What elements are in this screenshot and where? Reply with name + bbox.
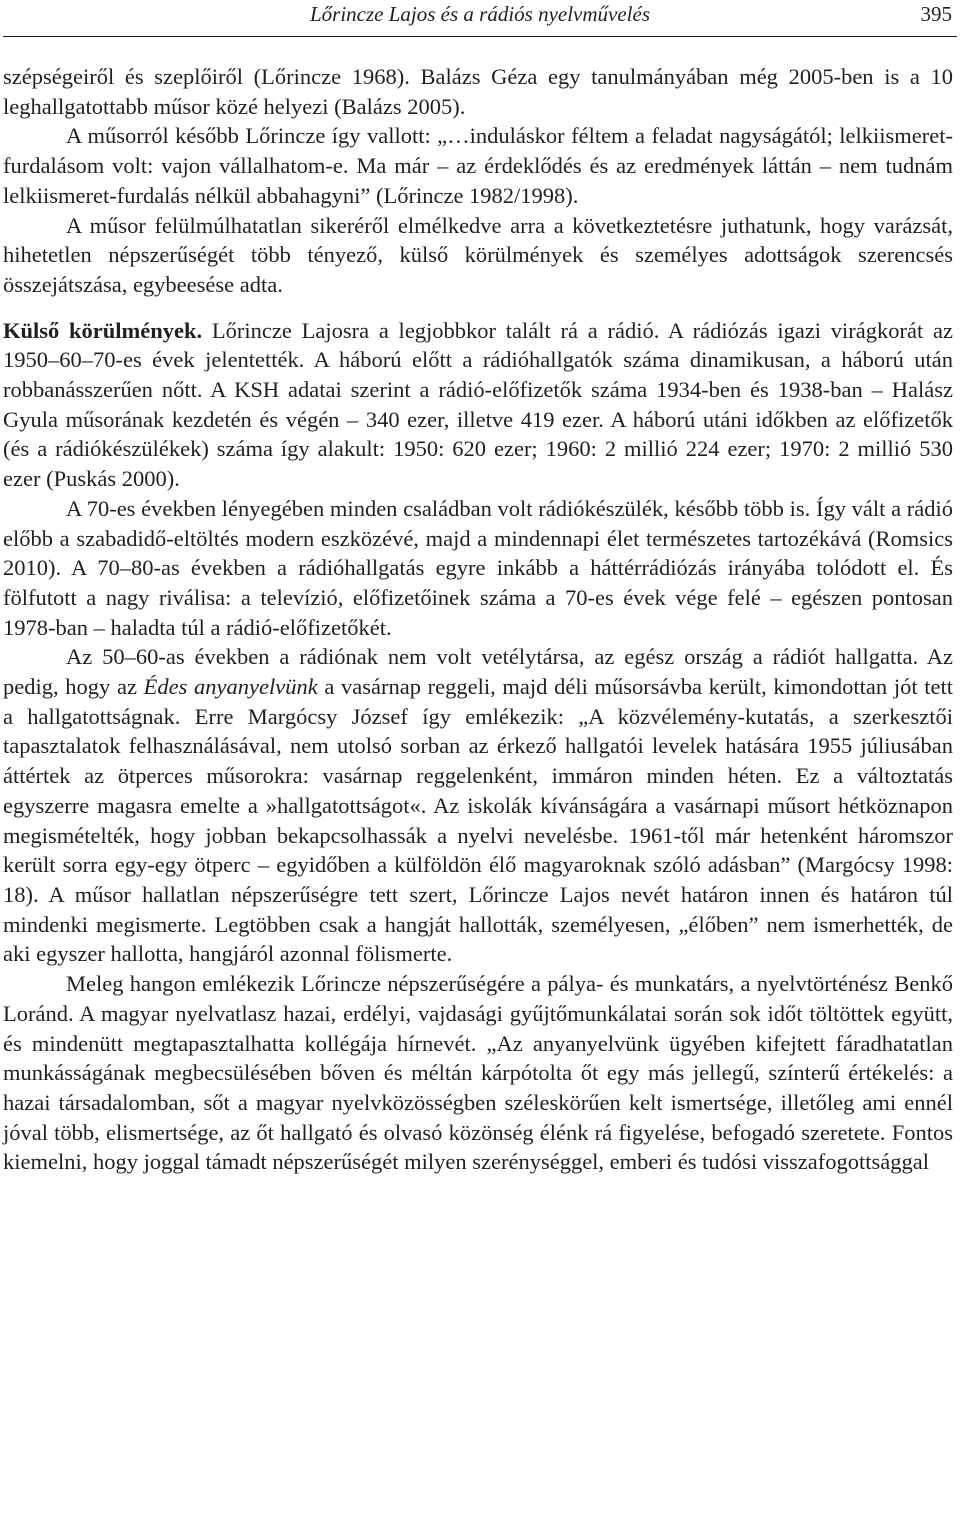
paragraph-6-text-after: a vasárnap reggeli, majd déli műsorsávba került, kimondottan jót tett a hallgatottságnak. Erre Margócsy József így emlékezik: „A közvélemény-kutatás, a szerkesztői tapasztalatok felhasználásával, nem utolsó sorban az érkező hallgatói levelek hatására 1955 júliusában áttértek az ötperces műsorokra: vasárnap reggelenként, immáron minden héten. Ez a változtatás egyszerre magasra emelte a »hallgatottságot«. Az iskolák kívánságára a vasárnapi műsort hétköznapon megismételték, hogy jobban bekapcsolhassák a nyelvi nevelésbe. 1961-től már hetenként háromszor került sorra egy-egy ötperc – egyidőben a külföldön élő magyaroknak szóló adásban” (Margócsy 1998: 18). A műsor hallatlan népszerűségre tett szert, Lőrincze Lajos nevét határon innen és határon túl mindenki megismerte. Legtöbben csak a hangját hallották, személyesen, „élőben” nem ismerhették, de aki egyszer hallotta, hangjáról azonnal fölismerte. xyxy=(3,674,953,967)
paragraph-2: A műsorról később Lőrincze így vallott: „…induláskor féltem a feladat nagyságától; lelkiismeret-furdalásom volt: vajon vállalhatom-e. Ma már – az érdeklődés és az eredmények láttán – nem tudnám lelkiismeret-furdalás nélkül abbahagyni” (Lőrincze 1982/1998). xyxy=(3,123,953,208)
paragraph-5: A 70-es években lényegében minden családban volt rádiókészülék, később több is. Így vált a rádió előbb a szabadidő-eltöltés modern eszközévé, majd a mindennapi élet természetes tartozékává (Romsics 2010). A 70–80-as években a rádióhallgatás egyre inkább a háttérrádiózás irányába tolódott el. És fölfutott a nagy riválisa: a televízió, előfizetőinek száma a 70-es évek vége felé – egészen pontosan 1978-ban – haladta túl a rádió-előfizetőkét. xyxy=(3,495,953,640)
paragraph-4-text: Lőrincze Lajosra a legjobbkor talált rá a rádió. A rádiózás igazi virágkorát az 1950–60–70-es évek jelentették. A háború előtt a rádióhallgatók száma dinamikusan, a háború után robbanásszerűen nőtt. A KSH adatai szerint a rádió-előfizetők száma 1934-ben és 1938-ban – Halász Gyula műsorának kezdetén és végén – 340 ezer, illetve 419 ezer. A háború utáni időkben az előfizetők (és a rádiókészülékek) száma így alakult: 1950: 620 ezer; 1960: 2 millió 224 ezer; 1970: 2 millió 530 ezer (Puskás 2000). xyxy=(3,317,953,492)
section-lead-kulso-korulmenyek: Külső körülmények. xyxy=(3,317,203,343)
paragraph-6-text-before: Az 50–60-as években a rádiónak nem volt vetélytársa, az egész ország a rádiót hallgatta. Az pedig, hogy az xyxy=(3,644,953,700)
paragraph-3: A műsor felülmúlhatatlan sikeréről elmélkedve arra a következtetésre juthatunk, hogy varázsát, hihetetlen népszerűségét több tényező, külső körülmények és személyes adottságok szerencsés összejátszása, egybeesése adta. xyxy=(3,212,953,297)
paragraph-6 xyxy=(3,642,953,969)
page-number: 395 xyxy=(920,2,952,26)
program-title-italic: Édes anyanyelvünk xyxy=(143,674,318,700)
header-rule xyxy=(3,36,957,37)
paragraph-1: szépségeiről és szeplőiről (Lőrincze 1968). Balázs Géza egy tanulmányában még 2005-ben is a 10 leghallgatottabb műsor közé helyezi (Balázs 2005). xyxy=(3,64,953,119)
paragraph-4 xyxy=(3,316,953,494)
running-head-title: Lőrincze Lajos és a rádiós nyelvművelés xyxy=(309,2,651,26)
body-text xyxy=(3,62,953,1177)
running-head xyxy=(0,0,960,34)
paragraph-7: Meleg hangon emlékezik Lőrincze népszerűségére a pálya- és munkatárs, a nyelvtörténész Benkő Loránd. A magyar nyelvatlasz hazai, erdélyi, vajdasági gyűjtőmunkálatai során sok időt töltöttek együtt, és mindenütt megtapasztalhatta kollégája hírnevét. „Az anyanyelvünk ügyében kifejtett fáradhatatlan munkásságának megbecsülésében bőven és méltán kárpótolta őt egy más jellegű, színterű értékelés: a hazai társadalomban, sőt a magyar nyelvközösségben széleskörűen kelt ismertsége, illetőleg ami ennél jóval több, elismertsége, az őt hallgató és olvasó közönség élénk rá figyelése, befogadó szeretete. Fontos kiemelni, hogy joggal támadt népszerűségét milyen szerénységgel, emberi és tudósi visszafogottsággal xyxy=(3,971,953,1175)
